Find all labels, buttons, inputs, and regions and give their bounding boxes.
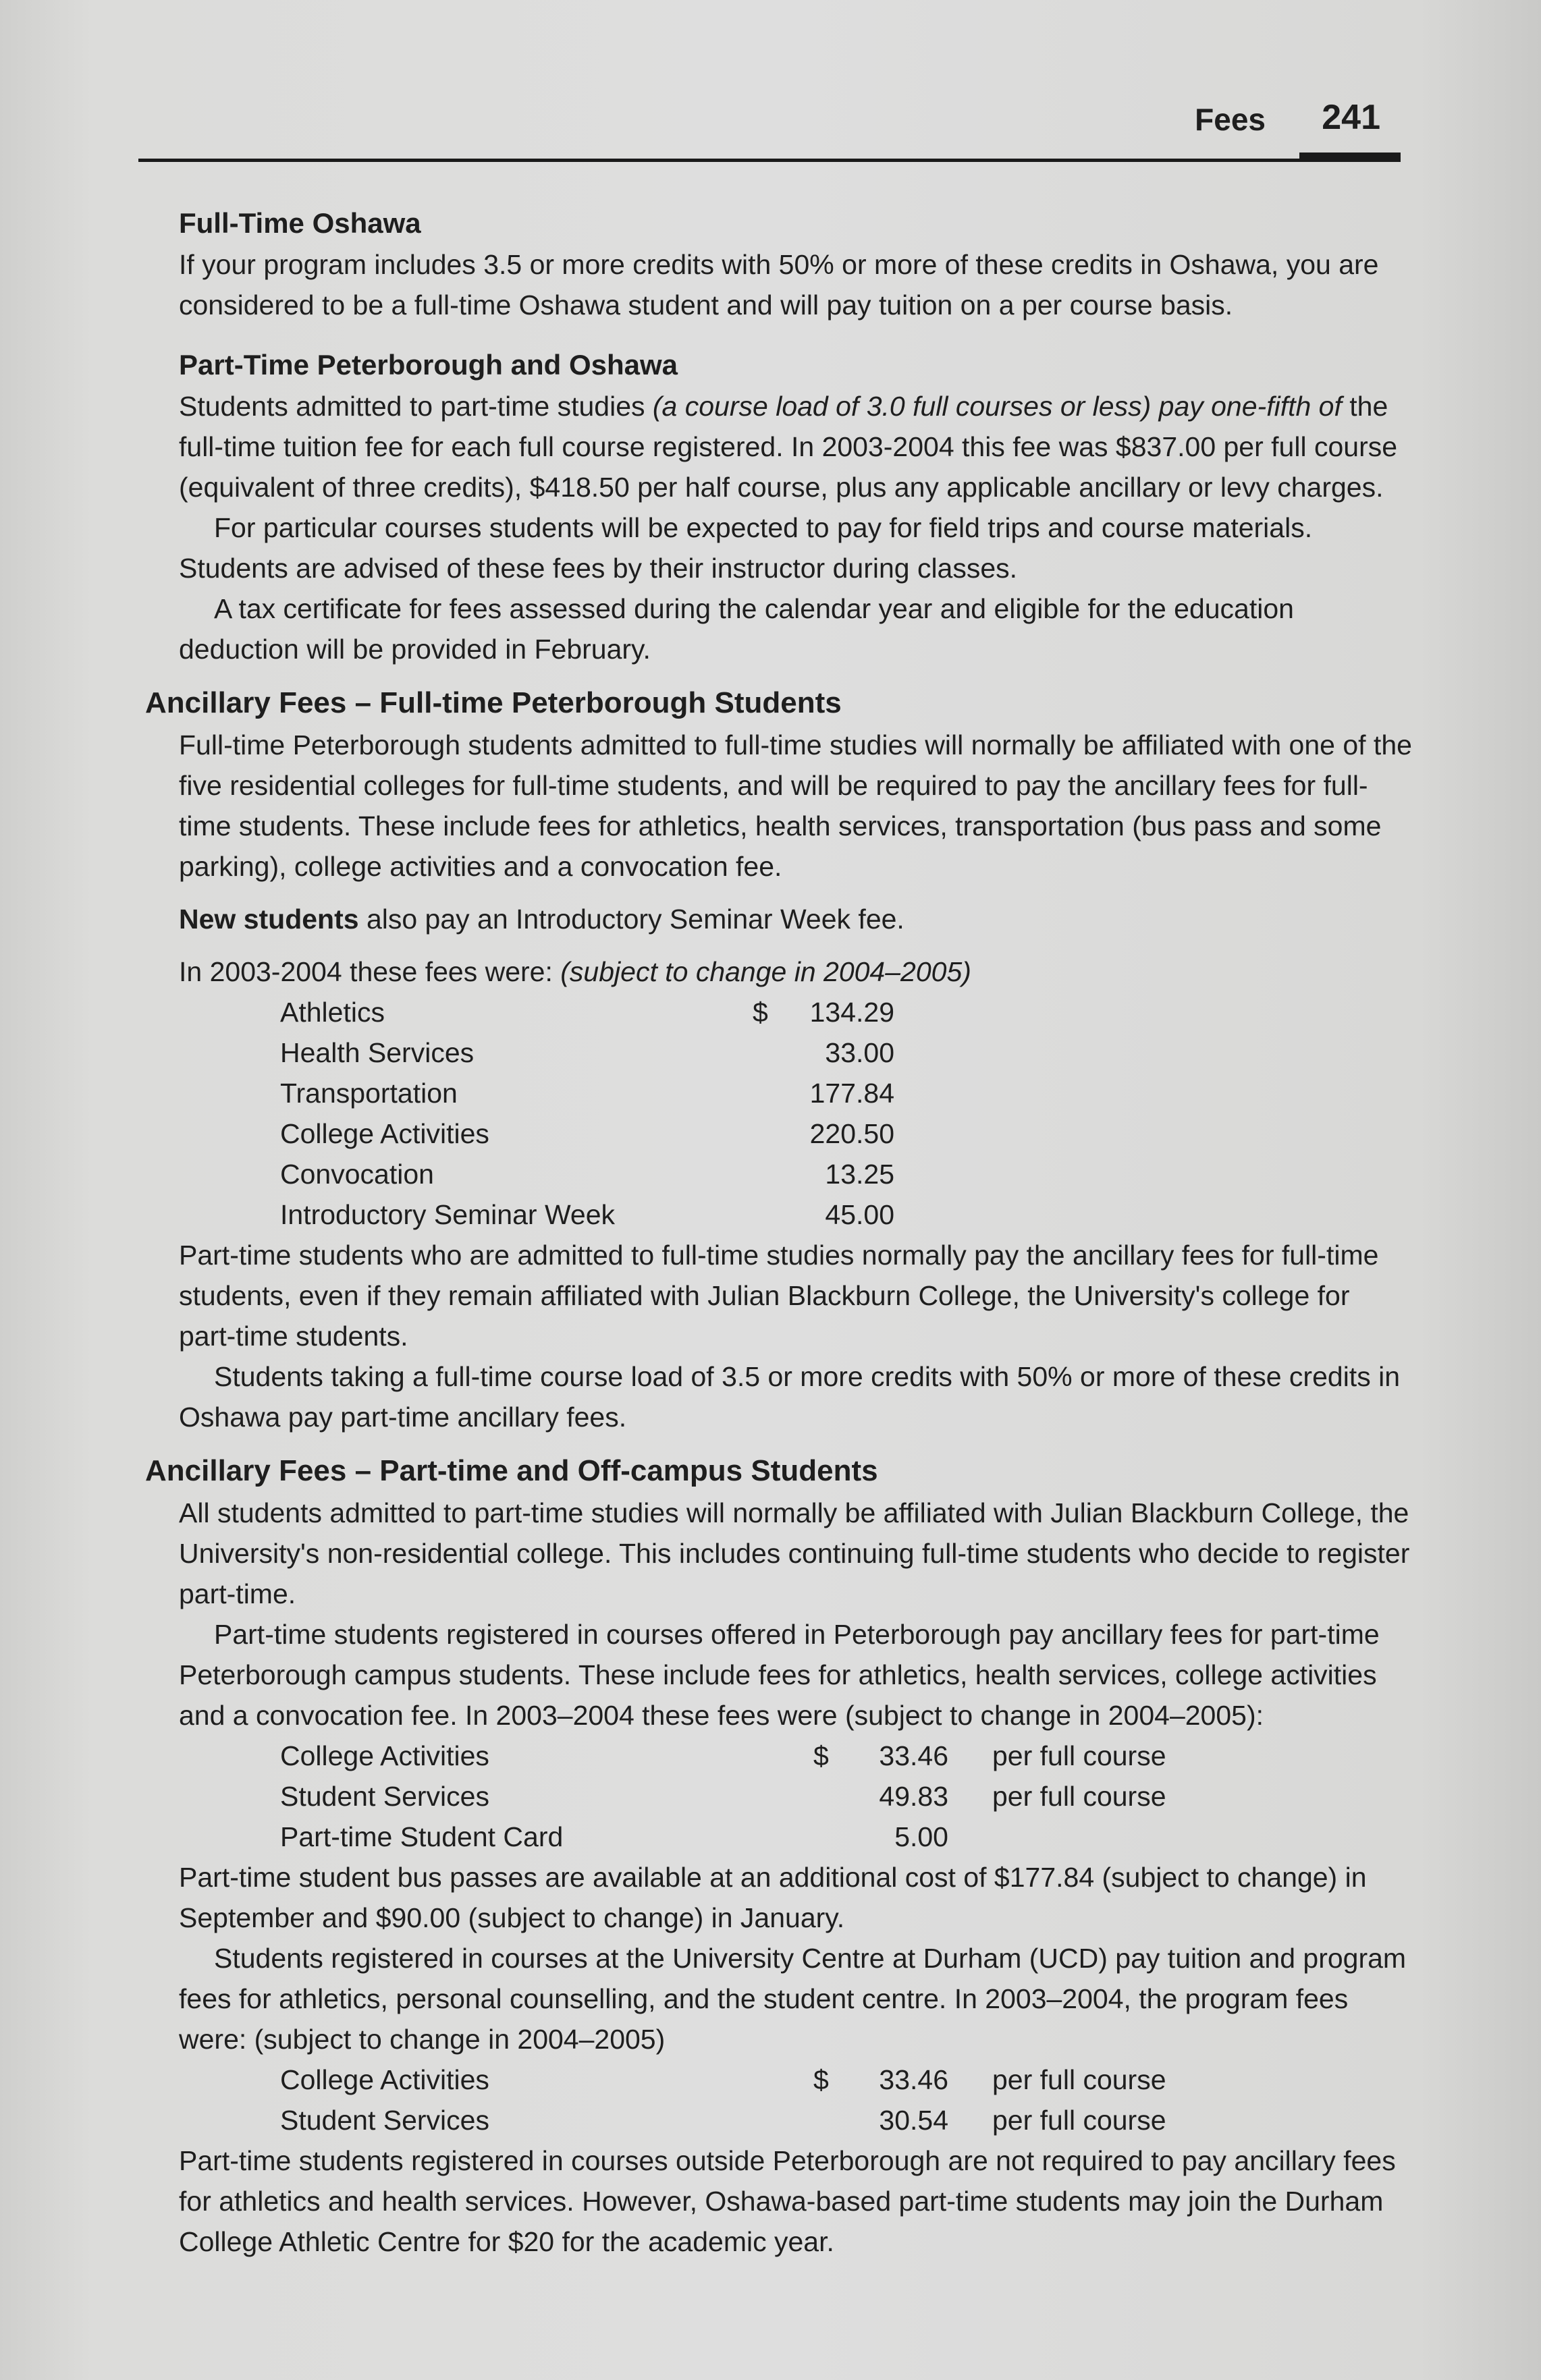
table-row (280, 1113, 894, 1154)
fee-amount: 13.25 (825, 1159, 894, 1190)
parttime-fee-table (280, 1736, 1262, 1857)
fee-name: Introductory Seminar Week (280, 1199, 616, 1230)
paragraph: Students taking a full-time course load of 3.5 or more credits with 50% or more of these credits in Oshawa pay part-time ancillary fees. (179, 1361, 1400, 1433)
paragraph (179, 899, 1414, 939)
section-ancillary-parttime (145, 1449, 1414, 2262)
fee-amount: 5.00 (894, 1821, 948, 1852)
paragraph: Part-time students who are admitted to full-time studies normally pay the ancillary fees for full-time students, even if they remain affiliated with Julian Blackburn College, the University's college for part-time students. (179, 1240, 1379, 1352)
table-row (280, 2100, 1262, 2140)
fee-amount: 45.00 (825, 1199, 894, 1230)
fee-currency: $ (813, 2064, 829, 2095)
table-row (280, 1194, 894, 1235)
fee-unit: per full course (992, 2064, 1166, 2095)
paragraph: Part-time student bus passes are available at an additional cost of $177.84 (subject to change) in September and $90.00 (subject to change) in January. (179, 1862, 1367, 1933)
paragraph-text: also pay an Introductory Seminar Week fee. (358, 904, 904, 935)
section-heading: Part-Time Peterborough and Oshawa (179, 349, 678, 381)
table-row (280, 1032, 894, 1073)
paragraph: Part-time students registered in courses outside Peterborough are not required to pay ancillary fees for athletics and health services. However, Oshawa-based part-time students may join the Durham College Athletic Centre for $20 for the academic year. (179, 2145, 1396, 2257)
fee-unit: per full course (992, 1740, 1166, 1771)
paragraph (179, 386, 1414, 507)
paragraph-emphasis: (a course load of 3.0 full courses or less) pay one-fifth of (652, 391, 1342, 422)
fee-name: Athletics (280, 997, 385, 1028)
fee-currency (813, 2100, 840, 2140)
fee-name: Health Services (280, 1037, 475, 1068)
paragraph: A tax certificate for fees assessed during the calendar year and eligible for the education deduction will be provided in February. (179, 593, 1294, 665)
header-rule (138, 159, 1401, 162)
fee-name: Part-time Student Card (280, 1821, 564, 1852)
fee-name: Transportation (280, 1078, 458, 1109)
page-header (138, 94, 1401, 162)
fee-name: Student Services (280, 1781, 489, 1812)
section-ancillary-fulltime (145, 682, 1414, 1437)
header-rule-tab (1299, 153, 1401, 162)
paragraph-text: the full-time tuition fee for each full course registered. In 2003-2004 this fee was $837.00 per full course (equivalent of three credits), $418.50 per half course, plus any applicable ancillary or levy charges. (179, 391, 1398, 503)
section-fulltime-oshawa (145, 202, 1414, 325)
page-number: 241 (1322, 98, 1380, 137)
fee-amount: 33.46 (879, 2064, 948, 2095)
fees-intro (179, 951, 1414, 992)
fee-currency (753, 1113, 780, 1154)
fee-amount: 49.83 (879, 1781, 948, 1812)
section-parttime-peterborough-oshawa (145, 344, 1414, 669)
fee-currency: $ (753, 997, 768, 1028)
fee-name: College Activities (280, 1118, 489, 1149)
fee-amount: 134.29 (809, 997, 894, 1028)
page-body (145, 202, 1414, 2262)
fee-unit: per full course (992, 1781, 1166, 1812)
fulltime-fee-table (280, 992, 894, 1235)
paragraph: If your program includes 3.5 or more credits with 50% or more of these credits in Oshawa, you are considered to be a full-time Oshawa student and will pay tuition on a per course basis. (179, 249, 1379, 321)
fee-currency (753, 1073, 780, 1113)
paragraph: Part-time students registered in courses offered in Peterborough pay ancillary fees for part-time Peterborough campus students. These include fees for athletics, health services, college activities and a convocation fee. In 2003–2004 these fees were (subject to change in 2004–2005): (179, 1619, 1380, 1731)
bold-text: New students (179, 904, 359, 935)
section-heading: Full-Time Oshawa (179, 207, 421, 239)
fee-amount: 33.46 (879, 1740, 948, 1771)
fee-name: Convocation (280, 1159, 434, 1190)
table-row (280, 992, 894, 1032)
fee-currency (813, 1817, 840, 1857)
paragraph-text: Students admitted to part-time studies (179, 391, 653, 422)
paragraph: All students admitted to part-time studies will normally be affiliated with Julian Blackburn College, the University's non-residential college. This includes continuing full-time students who decide to register part-time. (179, 1497, 1410, 1609)
table-row (280, 1073, 894, 1113)
table-row (280, 1776, 1262, 1817)
paragraph: Students registered in courses at the University Centre at Durham (UCD) pay tuition and program fees for athletics, personal counselling, and the student centre. In 2003–2004, the program fees were: (subject to change in 2004–2005) (179, 1943, 1407, 2055)
fee-currency (753, 1032, 780, 1073)
table-row (280, 2059, 1262, 2100)
fee-unit (948, 1817, 1262, 1857)
header-section-label: Fees (1195, 102, 1266, 137)
fee-amount: 177.84 (809, 1078, 894, 1109)
section-heading: Ancillary Fees – Part-time and Off-campus Students (145, 1454, 878, 1487)
fee-currency: $ (813, 1740, 829, 1771)
table-row (280, 1817, 1262, 1857)
paragraph: Full-time Peterborough students admitted to full-time studies will normally be affiliated with one of the five residential colleges for full-time students, and will be required to pay the ancillary fees for full-time students. These include fees for athletics, health services, transportation (bus pass and some parking), college activities and a convocation fee. (179, 729, 1412, 882)
paragraph-text: In 2003-2004 these fees were: (179, 956, 561, 987)
fee-name: College Activities (280, 1740, 489, 1771)
paragraph: For particular courses students will be expected to pay for field trips and course materials. Students are advised of these fees by their instructor during classes. (179, 512, 1313, 584)
ucd-fee-table (280, 2059, 1262, 2140)
paragraph-emphasis: (subject to change in 2004–2005) (560, 956, 971, 987)
fee-amount: 220.50 (809, 1118, 894, 1149)
fee-currency (813, 1776, 840, 1817)
fee-currency (753, 1194, 780, 1235)
fee-amount: 33.00 (825, 1037, 894, 1068)
table-row (280, 1736, 1262, 1776)
fee-name: Student Services (280, 2105, 489, 2136)
fee-currency (753, 1154, 780, 1194)
fee-unit: per full course (992, 2105, 1166, 2136)
table-row (280, 1154, 894, 1194)
fee-amount: 30.54 (879, 2105, 948, 2136)
fee-name: College Activities (280, 2064, 489, 2095)
section-heading: Ancillary Fees – Full-time Peterborough Students (145, 686, 842, 719)
